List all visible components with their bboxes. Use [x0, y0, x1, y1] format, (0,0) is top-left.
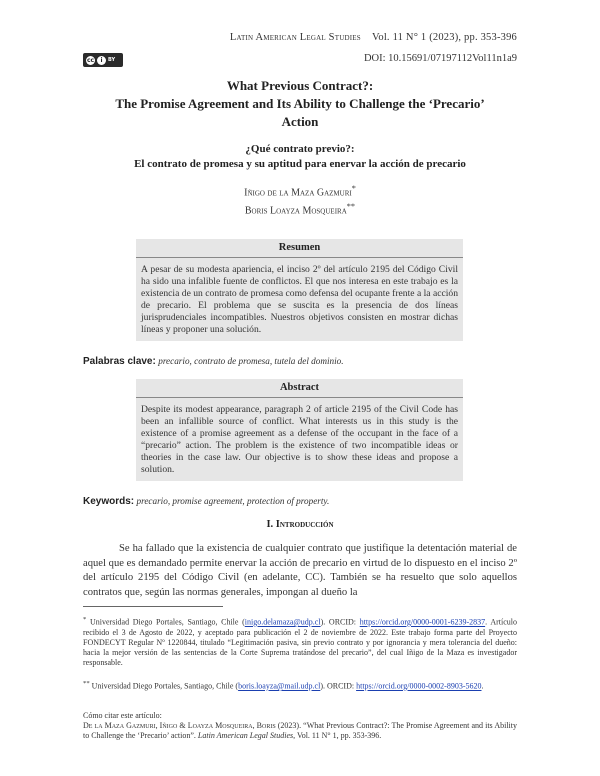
footnote-2-affiliation: Universidad Diego Portales, Santiago, Chile (	[91, 681, 239, 691]
citation-label: Cómo citar este artículo:	[83, 711, 162, 720]
journal-issue: Vol. 11 N° 1 (2023), pp. 353-396	[371, 32, 517, 43]
citation-text: (2023). “What Previous Contract?: The Promise Agreement and its Ability to Challenge the ‘Precario’ action”.	[83, 721, 517, 741]
footnote-divider	[83, 606, 223, 607]
spanish-title-line-2: El contrato de promesa y su aptitud para enervar la acción de precario	[134, 158, 466, 170]
keywords-text: precario, promise agreement, protection of property.	[136, 496, 330, 506]
abstract-heading: Abstract	[136, 379, 463, 398]
footnote-1-orcid-link[interactable]: https://orcid.org/0000-0001-6239-2837	[359, 617, 486, 627]
abstract-box	[136, 379, 463, 481]
section-heading	[0, 519, 600, 530]
citation-journal: Latin American Legal Studies	[197, 731, 294, 741]
spanish-title-line-1: ¿Qué contrato previo?:	[245, 143, 355, 155]
article-title	[60, 77, 540, 131]
citation-authors: De la Maza Gazmuri, Iñigo & Loayza Mosqueira, Boris	[83, 721, 276, 731]
footnote-1-email-link[interactable]: inigo.delamaza@udp.cl	[244, 617, 321, 627]
resumen-heading: Resumen	[136, 239, 463, 258]
attribution-icon: i	[97, 56, 106, 65]
footnote-2-orcid-link[interactable]: https://orcid.org/0000-0002-8903-5620	[356, 681, 482, 691]
footnote-1-mark: *	[83, 616, 87, 623]
author-1-name: Iñigo de la Maza Gazmuri	[244, 187, 352, 199]
footnote-2-rest: .	[481, 681, 484, 691]
author-1-mark[interactable]: *	[351, 184, 356, 193]
title-line-1: What Previous Contract?:	[226, 78, 374, 93]
license-badge[interactable]	[83, 53, 123, 67]
footnote-1-rest: . Artículo recibido el 3 de Agosto de 2022, y aceptado para publicación el 2 de noviembre de 2022. Este trabajo forma parte del Proyecto FONDECYT Regular Nº 1220844, titulado “Legitimación pasiva, sin previo contrato y por ignorancia y mera tolerancia del dueño: hacia la mejor versión de las sentencias de la Corte Suprema tratándose del precario”, del cual Iñigo de la Maza es investigador responsable.	[83, 617, 517, 668]
license-badge-label: BY	[108, 57, 116, 63]
section-title: Introducción	[275, 519, 334, 530]
footnote-1	[83, 615, 517, 669]
footnote-2	[83, 679, 517, 692]
citation-block	[83, 711, 517, 742]
citation-tail: , Vol. 11 N° 1, pp. 353-396.	[293, 731, 382, 741]
footnote-2-mark: **	[83, 680, 90, 687]
author-2-mark[interactable]: **	[346, 202, 356, 211]
spanish-title	[60, 142, 540, 172]
keywords	[83, 496, 329, 507]
creative-commons-icon: cc	[86, 56, 95, 64]
journal-header	[230, 32, 517, 43]
section-number: I.	[266, 519, 274, 530]
keywords-label: Keywords:	[83, 496, 135, 507]
author-2-name: Boris Loayza Mosqueira	[244, 205, 347, 217]
palabras-clave-label: Palabras clave:	[83, 356, 156, 367]
footnote-1-orcid-label: ). ORCID:	[320, 617, 360, 627]
resumen-text: A pesar de su modesta apariencia, el inciso 2º del artículo 2195 del Código Civil ha sido una infalible fuente de conflictos. El que nos interesa en este trabajo es la existencia de un contrato de promesa como defensa del ocupante frente a la acción de precario. El problema que se suscita es la presencia de dos líneas jurisprudenciales incompatibles. Nuestros objetivos consisten en mostrar dichas líneas y proponer una solución.	[141, 264, 458, 336]
footnote-1-affiliation: Universidad Diego Portales, Santiago, Chile (	[90, 617, 245, 627]
resumen-box	[136, 239, 463, 341]
journal-name: Latin American Legal Studies	[229, 32, 361, 43]
title-line-3: Action	[281, 114, 319, 129]
body-paragraph: Se ha fallado que la existencia de cualquier contrato que justifique la detentación material de aquel que es demandado permite enervar la acción de precario en virtud de lo dispuesto en el inciso 2º del artículo 2195 del Código Civil (en adelante, CC). También se ha resuelto que solo aquellos contratos que, según las normas generales, impongan al dueño la	[83, 543, 517, 599]
palabras-clave-text: precario, contrato de promesa, tutela del dominio.	[158, 356, 344, 366]
title-line-2: The Promise Agreement and Its Ability to Challenge the ‘Precario’	[115, 96, 485, 111]
author-1	[0, 184, 600, 198]
footnote-2-email-link[interactable]: boris.loayza@mail.udp.cl	[238, 681, 321, 691]
palabras-clave	[83, 356, 344, 367]
footnote-2-orcid-label: ). ORCID:	[320, 681, 357, 691]
author-2	[0, 202, 600, 216]
abstract-text: Despite its modest appearance, paragraph 2 of article 2195 of the Civil Code has been an infallible source of conflict. What interests us in this study is the existence of a promise agreement as a defense of the occupant in the face of a “precario” action. The problem is the existence of two incompatible ideas or theories in the case law. Our objective is to show these ideas and propose a solution.	[141, 404, 458, 476]
doi[interactable]: DOI: 10.15691/07197112Vol11n1a9	[363, 53, 517, 64]
